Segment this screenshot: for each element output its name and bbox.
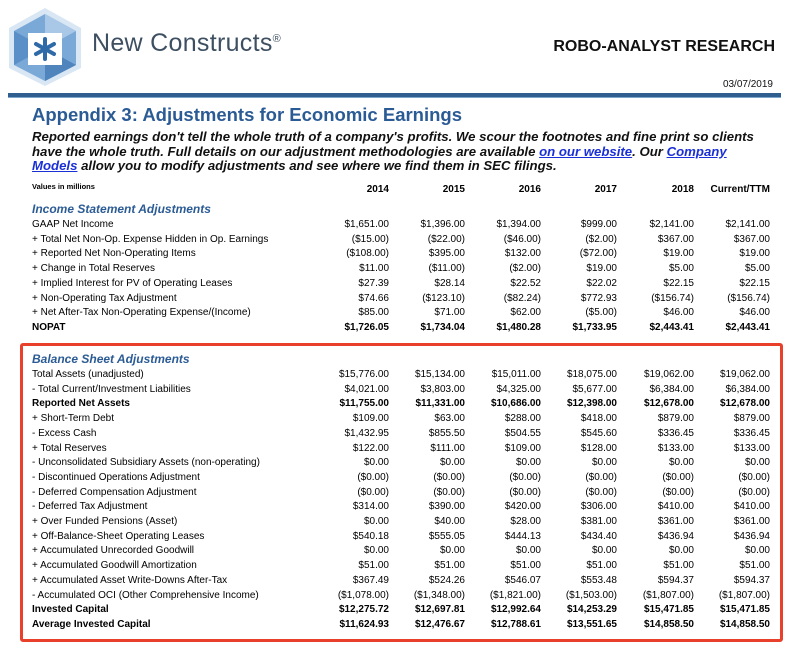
- row-label: + Accumulated Goodwill Amortization: [32, 560, 197, 572]
- column-header: 2015: [442, 184, 465, 195]
- row-value: $410.00: [733, 501, 770, 513]
- row-value: $51.00: [434, 560, 465, 572]
- row-value: $15,471.85: [719, 604, 770, 616]
- row-label: + Net After-Tax Non-Operating Expense/(Income): [32, 307, 251, 319]
- row-label: + Total Net Non-Op. Expense Hidden in Op. Earnings: [32, 233, 269, 245]
- row-value: $133.00: [733, 442, 770, 454]
- table-row: [32, 262, 777, 277]
- row-value: ($11.00): [428, 263, 465, 275]
- row-value: $1,733.95: [572, 321, 617, 333]
- table-row: [32, 515, 777, 530]
- report-date: 03/07/2019: [722, 79, 773, 90]
- row-value: $51.00: [663, 560, 694, 572]
- row-value: $0.00: [363, 457, 389, 469]
- row-value: $2,141.00: [725, 219, 770, 230]
- row-value: $14,858.50: [643, 618, 694, 630]
- row-value: $0.00: [439, 457, 465, 469]
- row-value: ($1,348.00): [413, 589, 465, 601]
- row-label: Total Assets (unadjusted): [32, 369, 144, 380]
- row-value: $122.00: [352, 442, 389, 454]
- row-value: $545.60: [580, 427, 617, 439]
- row-value: $420.00: [504, 501, 541, 513]
- row-value: $0.00: [668, 457, 694, 469]
- row-value: ($0.00): [585, 486, 617, 498]
- row-value: ($1,807.00): [718, 589, 770, 601]
- column-header: 2017: [594, 184, 617, 195]
- table-row: [32, 427, 777, 442]
- row-value: $2,443.41: [649, 321, 694, 333]
- row-value: $855.50: [428, 427, 465, 439]
- row-value: $410.00: [657, 501, 694, 513]
- row-label: - Excess Cash: [32, 427, 97, 439]
- income-section-title: Income Statement Adjustments: [32, 202, 211, 216]
- row-label: Invested Capital: [32, 604, 109, 616]
- row-value: $418.00: [580, 413, 617, 425]
- row-value: $28.14: [434, 277, 465, 289]
- row-value: $1,396.00: [420, 219, 465, 230]
- row-value: $14,858.50: [719, 618, 770, 630]
- row-value: ($5.00): [585, 307, 617, 319]
- row-value: $74.66: [358, 292, 389, 304]
- row-value: $6,384.00: [725, 383, 770, 395]
- table-row: [32, 486, 777, 501]
- row-value: $22.15: [739, 277, 770, 289]
- table-row: [32, 321, 777, 336]
- row-value: $999.00: [580, 219, 617, 230]
- row-label: - Accumulated OCI (Other Comprehensive Income): [32, 589, 259, 601]
- column-header: 2018: [671, 184, 694, 195]
- row-value: $51.00: [358, 560, 389, 572]
- row-value: ($0.00): [357, 486, 389, 498]
- row-label: Reported Net Assets: [32, 398, 130, 410]
- row-value: $46.00: [739, 307, 770, 319]
- row-value: $19.00: [663, 248, 694, 260]
- row-label: + Off-Balance-Sheet Operating Leases: [32, 530, 205, 542]
- row-label: + Accumulated Asset Write-Downs After-Tax: [32, 574, 228, 586]
- table-row: [32, 603, 777, 618]
- row-value: $1,394.00: [496, 219, 541, 230]
- row-value: ($15.00): [351, 233, 389, 245]
- row-value: $0.00: [363, 516, 389, 527]
- row-value: $5.00: [668, 263, 694, 275]
- row-value: $11,331.00: [415, 398, 465, 410]
- table-row: [32, 574, 777, 589]
- row-value: ($0.00): [509, 471, 541, 483]
- row-value: $381.00: [580, 516, 617, 527]
- row-label: NOPAT: [32, 321, 66, 333]
- row-value: $0.00: [668, 545, 694, 557]
- row-value: $336.45: [657, 427, 694, 439]
- row-value: $46.00: [663, 307, 694, 319]
- row-value: ($1,503.00): [565, 589, 617, 601]
- row-value: $4,021.00: [344, 383, 389, 395]
- row-value: $504.55: [504, 427, 541, 439]
- row-value: $71.00: [434, 307, 465, 319]
- row-value: $22.15: [663, 277, 694, 289]
- row-value: $594.37: [733, 574, 770, 586]
- row-value: $0.00: [515, 545, 541, 557]
- row-value: ($1,807.00): [642, 589, 694, 601]
- row-value: ($2.00): [509, 263, 541, 275]
- row-label: - Total Current/Investment Liabilities: [32, 383, 191, 395]
- row-value: $15,134.00: [414, 369, 465, 380]
- row-value: $306.00: [580, 501, 617, 513]
- table-row: [32, 471, 777, 486]
- row-value: $62.00: [510, 307, 541, 319]
- row-value: $22.02: [586, 277, 617, 289]
- table-row: [32, 589, 777, 604]
- row-value: $336.45: [733, 427, 770, 439]
- row-value: $2,443.41: [725, 321, 770, 333]
- row-value: $5,677.00: [572, 383, 617, 395]
- row-label: + Implied Interest for PV of Operating Leases: [32, 277, 233, 289]
- row-value: ($0.00): [585, 471, 617, 483]
- row-value: $434.40: [580, 530, 617, 542]
- row-value: $390.00: [428, 501, 465, 513]
- row-label: + Over Funded Pensions (Asset): [32, 516, 178, 527]
- row-value: $15,011.00: [491, 369, 541, 380]
- row-value: ($0.00): [433, 471, 465, 483]
- table-row: [32, 442, 777, 457]
- row-value: $1,726.05: [344, 321, 389, 333]
- row-value: $367.49: [352, 574, 389, 586]
- row-value: $0.00: [591, 457, 617, 469]
- row-label: - Deferred Compensation Adjustment: [32, 486, 197, 498]
- row-value: $63.00: [434, 413, 465, 425]
- row-value: ($22.00): [427, 233, 465, 245]
- row-value: $361.00: [733, 516, 770, 527]
- table-row: [32, 544, 777, 559]
- row-value: $133.00: [657, 442, 694, 454]
- row-value: $879.00: [733, 413, 770, 425]
- row-value: $109.00: [352, 413, 389, 425]
- row-value: ($72.00): [579, 248, 617, 260]
- row-label: - Deferred Tax Adjustment: [32, 501, 148, 513]
- row-value: $6,384.00: [649, 383, 694, 395]
- row-value: $12,476.67: [414, 618, 465, 630]
- table-row: [32, 218, 777, 233]
- row-value: $19.00: [586, 263, 617, 275]
- row-value: ($46.00): [503, 233, 541, 245]
- row-value: $594.37: [657, 574, 694, 586]
- row-value: $288.00: [504, 413, 541, 425]
- table-row: [32, 412, 777, 427]
- row-value: $361.00: [657, 516, 694, 527]
- row-value: $546.07: [504, 574, 541, 586]
- table-row: [32, 247, 777, 262]
- row-value: $436.94: [657, 530, 694, 542]
- row-label: GAAP Net Income: [32, 219, 114, 230]
- row-label: - Discontinued Operations Adjustment: [32, 471, 200, 483]
- row-value: $4,325.00: [496, 383, 541, 395]
- row-value: $11.00: [359, 263, 389, 275]
- row-value: ($156.74): [651, 292, 694, 304]
- row-value: $19.00: [739, 248, 770, 260]
- row-value: $3,803.00: [420, 383, 465, 395]
- row-value: $0.00: [363, 545, 389, 557]
- row-label: - Unconsolidated Subsidiary Assets (non-operating): [32, 457, 260, 469]
- row-value: $28.00: [510, 516, 541, 527]
- row-value: $128.00: [580, 442, 617, 454]
- table-row: [32, 383, 777, 398]
- row-value: $13,551.65: [566, 618, 617, 630]
- row-value: $0.00: [744, 457, 770, 469]
- row-value: ($0.00): [662, 471, 694, 483]
- row-value: $367.00: [657, 233, 694, 245]
- row-value: $18,075.00: [566, 369, 617, 380]
- row-value: $132.00: [504, 248, 541, 260]
- new-constructs-logo: [6, 6, 84, 88]
- column-header: 2016: [518, 184, 541, 195]
- row-value: $11,755.00: [339, 398, 389, 410]
- table-row: [32, 306, 777, 321]
- row-value: ($123.10): [422, 292, 465, 304]
- row-value: $540.18: [352, 530, 389, 542]
- row-value: $12,992.64: [490, 604, 541, 616]
- page-title: Appendix 3: Adjustments for Economic Earnings: [32, 104, 463, 125]
- row-label: Average Invested Capital: [32, 618, 151, 630]
- row-value: ($156.74): [727, 292, 770, 304]
- row-value: $0.00: [515, 457, 541, 469]
- row-value: $436.94: [733, 530, 770, 542]
- row-value: $22.52: [510, 277, 541, 289]
- row-label: + Accumulated Unrecorded Goodwill: [32, 545, 195, 557]
- row-value: ($0.00): [357, 471, 389, 483]
- row-value: $12,678.00: [643, 398, 694, 410]
- row-label: + Short-Term Debt: [32, 413, 114, 425]
- row-value: $0.00: [744, 545, 770, 557]
- table-row: [32, 292, 777, 307]
- row-value: ($82.24): [503, 292, 541, 304]
- row-value: $109.00: [504, 442, 541, 454]
- row-value: $15,471.85: [643, 604, 694, 616]
- row-value: $1,651.00: [344, 219, 389, 230]
- row-value: $40.00: [434, 516, 465, 527]
- table-row: [32, 530, 777, 545]
- row-value: ($1,821.00): [489, 589, 541, 601]
- table-row: [32, 233, 777, 248]
- row-value: $27.39: [358, 277, 389, 289]
- table-row: [32, 368, 777, 383]
- row-value: ($0.00): [738, 486, 770, 498]
- row-value: $5.00: [744, 263, 770, 275]
- row-value: $15,776.00: [338, 369, 389, 380]
- brand-name: New Constructs®: [92, 29, 282, 57]
- table-row: [32, 397, 777, 412]
- table-row: [32, 559, 777, 574]
- row-value: $0.00: [439, 545, 465, 557]
- row-value: $1,480.28: [496, 321, 541, 333]
- row-label: + Total Reserves: [32, 442, 107, 454]
- header-divider-thin: [8, 97, 781, 98]
- row-value: $51.00: [739, 560, 770, 572]
- row-value: $12,697.81: [414, 604, 465, 616]
- row-value: $19,062.00: [643, 369, 694, 380]
- table-row: [32, 618, 777, 633]
- row-value: $1,432.95: [344, 427, 389, 439]
- row-value: $111.00: [430, 442, 465, 454]
- row-value: $444.13: [504, 530, 541, 542]
- row-value: $12,678.00: [719, 398, 770, 410]
- row-value: ($0.00): [662, 486, 694, 498]
- row-value: ($0.00): [738, 471, 770, 483]
- row-value: $51.00: [586, 560, 617, 572]
- intro-paragraph: Reported earnings don't tell the whole truth of a company's profits. We scour the footnotes and fine print so clients have the whole truth. Full details on our adjustment methodologies are available on our website. Our Company Models allow you to modify adjustments and see where we find them in SEC filings.: [32, 129, 754, 174]
- row-value: $772.93: [580, 292, 617, 304]
- row-value: $12,275.72: [338, 604, 389, 616]
- row-value: $12,788.61: [490, 618, 541, 630]
- row-value: $395.00: [428, 248, 465, 260]
- row-value: ($1,078.00): [337, 589, 389, 601]
- row-value: $10,686.00: [490, 398, 541, 410]
- row-value: $12,398.00: [566, 398, 617, 410]
- row-label: + Change in Total Reserves: [32, 263, 155, 275]
- column-header: Current/TTM: [710, 184, 770, 195]
- row-value: ($2.00): [585, 233, 617, 245]
- row-value: $524.26: [428, 574, 465, 586]
- row-value: $553.48: [580, 574, 617, 586]
- balance-section-title: Balance Sheet Adjustments: [32, 352, 190, 366]
- row-value: $1,734.04: [420, 321, 465, 333]
- row-value: $19,062.00: [719, 369, 770, 380]
- row-value: $2,141.00: [649, 219, 694, 230]
- row-value: $879.00: [657, 413, 694, 425]
- column-header: 2014: [366, 184, 389, 195]
- row-label: + Non-Operating Tax Adjustment: [32, 292, 177, 304]
- row-value: $11,624.93: [339, 618, 389, 630]
- row-value: $85.00: [358, 307, 389, 319]
- table-row: [32, 456, 777, 471]
- table-row: [32, 277, 777, 292]
- units-note: Values in millions: [32, 182, 95, 191]
- table-row: [32, 500, 777, 515]
- row-value: $0.00: [591, 545, 617, 557]
- company-models-link[interactable]: Company Models: [32, 143, 727, 174]
- report-type-title: ROBO-ANALYST RESEARCH: [553, 38, 775, 55]
- website-link[interactable]: on our website: [539, 143, 633, 159]
- row-value: $555.05: [428, 530, 465, 542]
- row-value: $367.00: [733, 233, 770, 245]
- row-value: $314.00: [352, 501, 389, 513]
- row-value: ($108.00): [346, 248, 389, 260]
- row-value: ($0.00): [433, 486, 465, 498]
- row-value: ($0.00): [509, 486, 541, 498]
- row-value: $14,253.29: [566, 604, 617, 616]
- row-value: $51.00: [510, 560, 541, 572]
- row-label: + Reported Net Non-Operating Items: [32, 248, 196, 260]
